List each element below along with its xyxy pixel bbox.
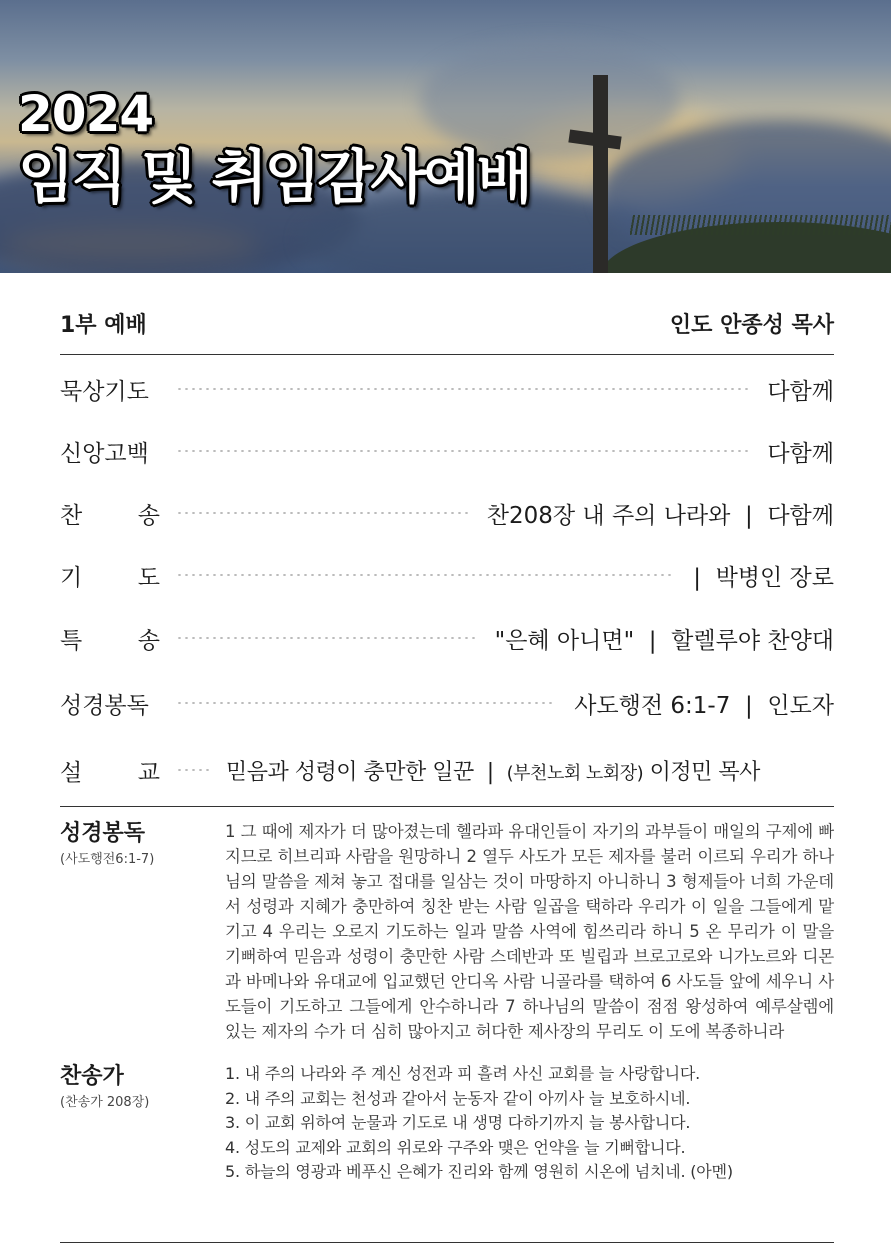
order-value: | 박병인 장로 [693, 564, 834, 591]
order-row [60, 606, 834, 670]
order-of-worship [60, 355, 834, 804]
hymn-verse: 1. 내 주의 나라와 주 계신 성전과 피 흘려 사신 교회를 늘 사랑합니다. [225, 1064, 701, 1083]
service-header [60, 273, 834, 355]
dot-leader [176, 450, 749, 452]
order-label [60, 622, 160, 655]
order-row [60, 736, 834, 804]
hymn-side [60, 1062, 225, 1185]
hymn-verse: 3. 이 교회 위하여 눈물과 기도로 내 생명 다하기까지 늘 봉사합니다. [225, 1113, 691, 1132]
order-label-char: 찬 [60, 502, 83, 529]
order-label [60, 559, 160, 592]
order-label [60, 497, 160, 530]
reading-text: 1 그 때에 제자가 더 많아졌는데 헬라파 유대인들이 자기의 과부들이 매일의 구제에 빠지므로 히브리파 사람을 원망하니 2 열두 사도가 모든 제자를 불러 이르되 우리가 하나님의 말씀을 제쳐 놓고 접대를 일삼는 것이 마땅하지 아니하니 3 형제들아 너희 가운데서 성령과 지혜가 충만하여 칭찬 받는 사람 일곱을 택하라 우리가 이 일을 그들에게 맡기고 4 우리는 오로지 기도하는 일과 말씀 사역에 힘쓰리라 하니 5 온 무리가 이 말을 기뻐하여 믿음과 성령이 충만한 사람 스데반과 또 빌립과 브로고로와 니가노르와 디몬과 바메나와 유대교에 입교했던 안디옥 사람 니골라를 택하여 6 사도들 앞에 세우니 사도들이 기도하고 그들에게 안수하니라 7 하나님의 말씀이 점점 왕성하여 예루살렘에 있는 제자의 수가 더 심히 많아지고 허다한 제사장의 무리도 이 도에 복종하니라 [225, 822, 834, 1041]
dot-leader [176, 637, 477, 639]
hero-banner [0, 0, 891, 273]
hymn-verse: 4. 성도의 교제와 교회의 위로와 구주와 맺은 언약을 늘 기뻐합니다. [225, 1137, 686, 1157]
hero-title [18, 86, 530, 212]
order-label-char: 송 [137, 627, 160, 654]
order-value: 찬208장 내 주의 나라와 | 다함께 [486, 502, 834, 529]
dot-leader [176, 769, 212, 771]
reading-title: 성경봉독 [60, 821, 146, 846]
preacher-name: 이정민 목사 [643, 759, 760, 785]
sermon-title: 믿음과 성령이 충만한 일꾼 | [226, 759, 507, 785]
bulletin-content [60, 273, 834, 1185]
reading-reference: (사도행전6:1-7) [60, 852, 155, 867]
service-leader: 인도 안종성 목사 [669, 313, 834, 338]
order-value: 사도행전 6:1-7 | 인도자 [574, 692, 834, 719]
order-row [60, 482, 834, 544]
dot-leader [176, 702, 556, 704]
order-label-char: 교 [137, 759, 160, 786]
scripture-reading [60, 807, 834, 1044]
order-label-char: 송 [137, 502, 160, 529]
dot-leader [176, 574, 675, 576]
order-row [60, 358, 834, 420]
order-row [60, 544, 834, 606]
order-value [226, 755, 760, 786]
order-value: 다함께 [767, 378, 834, 405]
hymn-title: 찬송가 [60, 1064, 124, 1089]
dot-leader [176, 388, 749, 390]
bottom-divider [60, 1242, 834, 1243]
reading-side [60, 819, 225, 1044]
order-label-char: 기 [60, 564, 83, 591]
hero-year: 2024 [18, 85, 154, 143]
order-label-char: 특 [60, 627, 83, 654]
order-row [60, 670, 834, 736]
hymn-verse: 2. 내 주의 교회는 천성과 같아서 눈동자 같이 아끼사 늘 보호하시네. [225, 1088, 691, 1108]
service-part: 1부 예배 [60, 313, 147, 338]
order-label-char: 도 [137, 564, 160, 591]
hymn-verse: 5. 하늘의 영광과 베푸신 은혜가 진리와 함께 영원히 시온에 넘치네. (아멘) [225, 1162, 733, 1181]
hero-main-title: 임직 및 취임감사예배 [18, 143, 530, 211]
hymn-verses [225, 1062, 733, 1185]
order-value: "은혜 아니면" | 할렐루야 찬양대 [494, 627, 834, 654]
order-label: 신앙고백 [60, 440, 149, 467]
order-label [60, 754, 160, 787]
grass [630, 215, 891, 235]
dot-leader [176, 512, 469, 514]
order-label-char: 설 [60, 759, 83, 786]
preacher-affiliation: (부천노회 노회장) [506, 762, 644, 784]
order-value: 다함께 [767, 440, 834, 467]
cross-icon [593, 75, 608, 273]
order-label: 묵상기도 [60, 378, 149, 405]
hymn-section [60, 1044, 834, 1185]
order-label: 성경봉독 [60, 692, 149, 719]
hymn-reference: (찬송가 208장) [60, 1095, 150, 1110]
order-row [60, 420, 834, 482]
